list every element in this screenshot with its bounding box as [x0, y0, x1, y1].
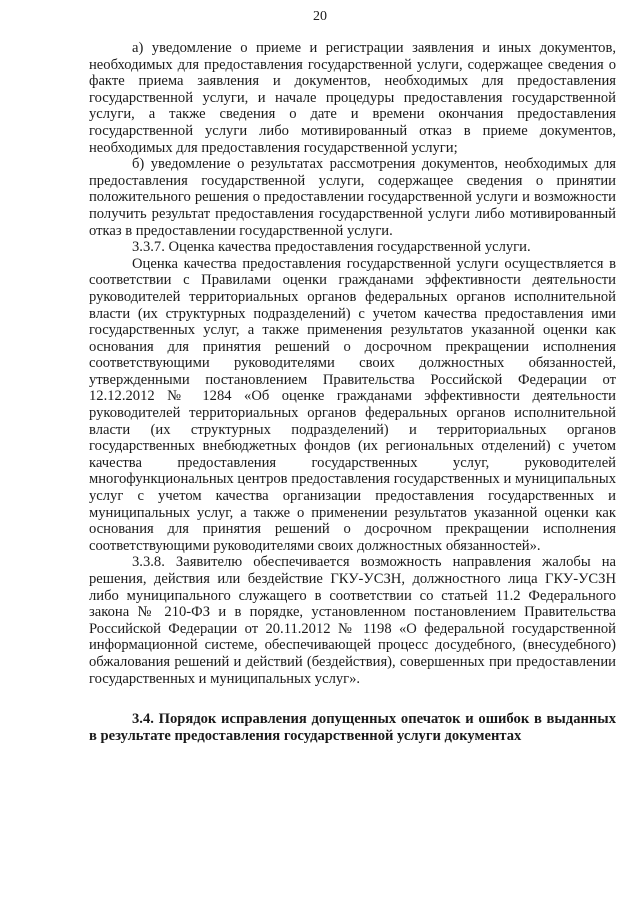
section-heading-3-4: 3.4. Порядок исправления допущенных опечаток и ошибок в выданных в результате предоставления государственной услуги документах	[89, 711, 616, 744]
document-body	[89, 40, 616, 744]
paragraph-quality-assessment: Оценка качества предоставления государственной услуги осуществляется в соответствии с Правилами оценки гражданами эффективности деятельности руководителей территориальных органов федеральных органов исполнительной власти (их структурных подразделений) с учетом качества предоставления ими государственных услуг, а также применения результатов указанной оценки как основания для принятия решений о досрочном прекращении исполнения соответствующими руководителями своих должностных обязанностей, утвержденными постановлением Правительства Российской Федерации от 12.12.2012 № 1284 «Об оценке гражданами эффективности деятельности руководителей территориальных органов федеральных органов исполнительной власти (их структурных подразделений) и территориальных органов государственных внебюджетных фондов (их региональных отделений) с учетом качества предоставления государственных услуг, руководителей многофункциональных центров предоставления государственных и муниципальных услуг с учетом качества организации предоставления государственных и муниципальных услуг, а также о применении результатов указанной оценки как основания для принятия решений о досрочном прекращении исполнения соответствующими руководителями своих должностных обязанностей».	[89, 255, 616, 554]
paragraph-3-3-8-complaint: 3.3.8. Заявителю обеспечивается возможность направления жалобы на решения, действия или бездействие ГКУ-УСЗН, должностного лица ГКУ-УСЗН либо муниципального служащего в соответствии со статьей 11.2 Федерального закона № 210-ФЗ и в порядке, установленном постановлением Правительства Российской Федерации от 20.11.2012 № 1198 «О федеральной государственной информационной системе, обеспечивающей процесс досудебного, (внесудебного) обжалования решений и действий (бездействия), совершенных при предоставлении государственных и муниципальных услуг».	[89, 554, 616, 687]
paragraph-notification-b: б) уведомление о результатах рассмотрения документов, необходимых для предоставления государственной услуги, содержащее сведения о принятии положительного решения о предоставлении государственной услуги и возможности получить результат предоставления государственной услуги либо мотивированный отказ в предоставлении государственной услуги.	[89, 156, 616, 239]
paragraph-3-3-7-title: 3.3.7. Оценка качества предоставления государственной услуги.	[132, 239, 531, 256]
page-number: 20	[313, 9, 327, 24]
paragraph-notification-a: а) уведомление о приеме и регистрации заявления и иных документов, необходимых для предоставления государственной услуги, содержащее сведения о факте приема заявления и документов, необходимых для предоставления государственной услуги, и начале процедуры предоставления государственной услуги, а также сведения о дате и времени окончания предоставления государственной услуги либо мотивированный отказ в приеме документов, необходимых для предоставления государственной услуги;	[89, 40, 616, 156]
